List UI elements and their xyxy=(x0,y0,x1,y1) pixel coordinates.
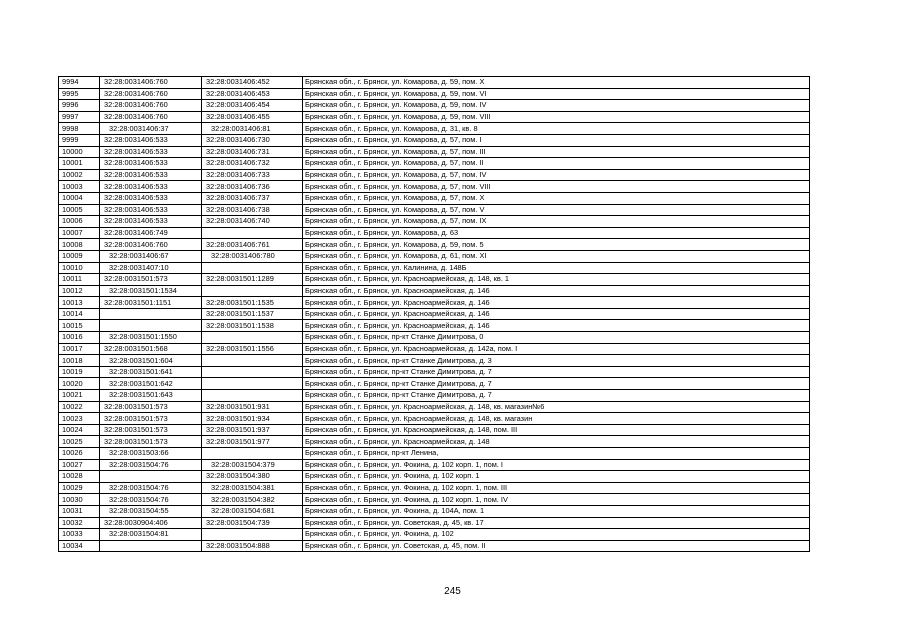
sub-cadastral-number-cell: 32:28:0031504:379 xyxy=(202,459,303,471)
sub-cadastral-number-cell: 32:28:0031501:1535 xyxy=(202,297,303,309)
sub-cadastral-number-cell: 32:28:0031406:452 xyxy=(202,77,303,89)
address-cell: Брянская обл., г. Брянск, пр-кт Станке Димитрова, д. 7 xyxy=(303,366,810,378)
cadastral-number-cell xyxy=(100,320,202,332)
address-cell: Брянская обл., г. Брянск, пр-кт Ленина, xyxy=(303,448,810,460)
address-cell: Брянская обл., г. Брянск, ул. Фокина, д. 102 корп. 1, пом. I xyxy=(303,459,810,471)
cadastral-number-cell: 32:28:0031501:573 xyxy=(100,413,202,425)
sub-cadastral-number-cell: 32:28:0031406:731 xyxy=(202,146,303,158)
cadastral-number-cell: 32:28:0031501:641 xyxy=(100,366,202,378)
sub-cadastral-number-cell: 32:28:0031501:1289 xyxy=(202,274,303,286)
cadastral-number-cell: 32:28:0031503:66 xyxy=(100,448,202,460)
sub-cadastral-number-cell: 32:28:0031406:81 xyxy=(202,123,303,135)
table-row xyxy=(59,378,810,390)
table-row xyxy=(59,134,810,146)
sub-cadastral-number-cell xyxy=(202,285,303,297)
cadastral-number-cell xyxy=(100,308,202,320)
address-cell: Брянская обл., г. Брянск, ул. Комарова, д. 59, пом. 5 xyxy=(303,239,810,251)
row-number-cell: 10026 xyxy=(59,448,100,460)
table-row xyxy=(59,169,810,181)
address-cell: Брянская обл., г. Брянск, ул. Красноармейская, д. 146 xyxy=(303,320,810,332)
cadastral-number-cell: 32:28:0031501:643 xyxy=(100,390,202,402)
page-number: 245 xyxy=(444,586,461,597)
cadastral-number-cell: 32:28:0031406:533 xyxy=(100,169,202,181)
address-cell: Брянская обл., г. Брянск, ул. Комарова, д. 57, пом. VIII xyxy=(303,181,810,193)
row-number-cell: 9995 xyxy=(59,88,100,100)
cadastral-number-cell: 32:28:0031501:573 xyxy=(100,436,202,448)
address-cell: Брянская обл., г. Брянск, ул. Комарова, д. 57, пом. I xyxy=(303,134,810,146)
table-row xyxy=(59,390,810,402)
address-cell: Брянская обл., г. Брянск, ул. Комарова, д. 59, пом. VI xyxy=(303,88,810,100)
cadastral-number-cell: 32:28:0031501:573 xyxy=(100,274,202,286)
table-row xyxy=(59,366,810,378)
cadastral-number-cell: 32:28:0031504:81 xyxy=(100,529,202,541)
row-number-cell: 10012 xyxy=(59,285,100,297)
address-cell: Брянская обл., г. Брянск, ул. Фокина, д. 102 корп. 1, пом. III xyxy=(303,482,810,494)
sub-cadastral-number-cell: 32:28:0031501:1556 xyxy=(202,343,303,355)
table-row xyxy=(59,355,810,367)
cadastral-registry-table xyxy=(58,76,810,552)
sub-cadastral-number-cell: 32:28:0031406:455 xyxy=(202,111,303,123)
address-cell: Брянская обл., г. Брянск, ул. Фокина, д. 104А, пом. 1 xyxy=(303,505,810,517)
address-cell: Брянская обл., г. Брянск, ул. Советская, д. 45, пом. II xyxy=(303,540,810,552)
address-cell: Брянская обл., г. Брянск, пр-кт Станке Димитрова, д. 3 xyxy=(303,355,810,367)
sub-cadastral-number-cell: 32:28:0031504:381 xyxy=(202,482,303,494)
table-row xyxy=(59,146,810,158)
row-number-cell: 10025 xyxy=(59,436,100,448)
row-number-cell: 10015 xyxy=(59,320,100,332)
address-cell: Брянская обл., г. Брянск, ул. Комарова, д. 57, пом. V xyxy=(303,204,810,216)
table-row xyxy=(59,308,810,320)
table-row xyxy=(59,471,810,483)
address-cell: Брянская обл., г. Брянск, ул. Комарова, д. 57, пом. IV xyxy=(303,169,810,181)
cadastral-number-cell: 32:28:0031501:1550 xyxy=(100,332,202,344)
address-cell: Брянская обл., г. Брянск, ул. Комарова, д. 57, пом. II xyxy=(303,158,810,170)
table-row xyxy=(59,239,810,251)
sub-cadastral-number-cell: 32:28:0031406:761 xyxy=(202,239,303,251)
address-cell: Брянская обл., г. Брянск, ул. Красноармейская, д. 146 xyxy=(303,308,810,320)
cadastral-number-cell: 32:28:0031501:1534 xyxy=(100,285,202,297)
cadastral-number-cell: 32:28:0031406:533 xyxy=(100,181,202,193)
cadastral-number-cell: 32:28:0031406:533 xyxy=(100,158,202,170)
sub-cadastral-number-cell: 32:28:0031504:888 xyxy=(202,540,303,552)
sub-cadastral-number-cell: 32:28:0031406:453 xyxy=(202,88,303,100)
row-number-cell: 10009 xyxy=(59,250,100,262)
table-row xyxy=(59,77,810,89)
cadastral-number-cell: 32:28:0031504:76 xyxy=(100,459,202,471)
row-number-cell: 10000 xyxy=(59,146,100,158)
cadastral-number-cell: 32:28:0031406:749 xyxy=(100,227,202,239)
row-number-cell: 10027 xyxy=(59,459,100,471)
row-number-cell: 10024 xyxy=(59,424,100,436)
table-row xyxy=(59,424,810,436)
row-number-cell: 10020 xyxy=(59,378,100,390)
address-cell: Брянская обл., г. Брянск, ул. Калинина, д. 148Б xyxy=(303,262,810,274)
address-cell: Брянская обл., г. Брянск, ул. Комарова, д. 57, пом. III xyxy=(303,146,810,158)
row-number-cell: 9999 xyxy=(59,134,100,146)
address-cell: Брянская обл., г. Брянск, ул. Комарова, д. 57, пом. X xyxy=(303,192,810,204)
cadastral-number-cell: 32:28:0031501:1151 xyxy=(100,297,202,309)
sub-cadastral-number-cell: 32:28:0031504:739 xyxy=(202,517,303,529)
sub-cadastral-number-cell: 32:28:0031406:730 xyxy=(202,134,303,146)
row-number-cell: 10008 xyxy=(59,239,100,251)
cadastral-number-cell xyxy=(100,540,202,552)
sub-cadastral-number-cell: 32:28:0031504:382 xyxy=(202,494,303,506)
row-number-cell: 10022 xyxy=(59,401,100,413)
address-cell: Брянская обл., г. Брянск, ул. Комарова, д. 63 xyxy=(303,227,810,239)
table-body xyxy=(59,77,810,552)
cadastral-number-cell: 32:28:0031504:76 xyxy=(100,482,202,494)
address-cell: Брянская обл., г. Брянск, пр-кт Станке Димитрова, д. 7 xyxy=(303,378,810,390)
row-number-cell: 10001 xyxy=(59,158,100,170)
sub-cadastral-number-cell xyxy=(202,262,303,274)
address-cell: Брянская обл., г. Брянск, ул. Комарова, д. 57, пом. IX xyxy=(303,216,810,228)
address-cell: Брянская обл., г. Брянск, ул. Комарова, д. 61, пом. XI xyxy=(303,250,810,262)
address-cell: Брянская обл., г. Брянск, ул. Фокина, д. 102 xyxy=(303,529,810,541)
sub-cadastral-number-cell: 32:28:0031406:780 xyxy=(202,250,303,262)
cadastral-number-cell: 32:28:0031406:37 xyxy=(100,123,202,135)
row-number-cell: 10014 xyxy=(59,308,100,320)
sub-cadastral-number-cell: 32:28:0031406:737 xyxy=(202,192,303,204)
cadastral-number-cell: 32:28:0031406:67 xyxy=(100,250,202,262)
cadastral-number-cell: 32:28:0031406:760 xyxy=(100,239,202,251)
row-number-cell: 9997 xyxy=(59,111,100,123)
sub-cadastral-number-cell: 32:28:0031501:1538 xyxy=(202,320,303,332)
row-number-cell: 10032 xyxy=(59,517,100,529)
cadastral-number-cell: 32:28:0031406:760 xyxy=(100,111,202,123)
sub-cadastral-number-cell: 32:28:0031504:380 xyxy=(202,471,303,483)
row-number-cell: 10005 xyxy=(59,204,100,216)
table-row xyxy=(59,227,810,239)
cadastral-number-cell: 32:28:0031407:10 xyxy=(100,262,202,274)
sub-cadastral-number-cell xyxy=(202,529,303,541)
cadastral-number-cell: 32:28:0031504:55 xyxy=(100,505,202,517)
row-number-cell: 10016 xyxy=(59,332,100,344)
row-number-cell: 10017 xyxy=(59,343,100,355)
table-row xyxy=(59,436,810,448)
row-number-cell: 9998 xyxy=(59,123,100,135)
address-cell: Брянская обл., г. Брянск, ул. Советская, д. 45, кв. 17 xyxy=(303,517,810,529)
row-number-cell: 10002 xyxy=(59,169,100,181)
row-number-cell: 10028 xyxy=(59,471,100,483)
address-cell: Брянская обл., г. Брянск, ул. Красноармейская, д. 148, кв. 1 xyxy=(303,274,810,286)
row-number-cell: 10030 xyxy=(59,494,100,506)
address-cell: Брянская обл., г. Брянск, ул. Красноармейская, д. 148 xyxy=(303,436,810,448)
row-number-cell: 10018 xyxy=(59,355,100,367)
sub-cadastral-number-cell: 32:28:0031501:931 xyxy=(202,401,303,413)
table-row xyxy=(59,274,810,286)
table-row xyxy=(59,297,810,309)
row-number-cell: 10004 xyxy=(59,192,100,204)
cadastral-number-cell: 32:28:0030904:406 xyxy=(100,517,202,529)
sub-cadastral-number-cell xyxy=(202,227,303,239)
row-number-cell: 10006 xyxy=(59,216,100,228)
address-cell: Брянская обл., г. Брянск, ул. Красноармейская, д. 148, кв. магазин№6 xyxy=(303,401,810,413)
cadastral-number-cell: 32:28:0031406:760 xyxy=(100,100,202,112)
cadastral-number-cell: 32:28:0031406:533 xyxy=(100,134,202,146)
table-row xyxy=(59,204,810,216)
sub-cadastral-number-cell: 32:28:0031406:454 xyxy=(202,100,303,112)
row-number-cell: 10013 xyxy=(59,297,100,309)
row-number-cell: 10031 xyxy=(59,505,100,517)
table-row xyxy=(59,459,810,471)
sub-cadastral-number-cell xyxy=(202,332,303,344)
cadastral-number-cell: 32:28:0031406:760 xyxy=(100,88,202,100)
sub-cadastral-number-cell: 32:28:0031406:740 xyxy=(202,216,303,228)
sub-cadastral-number-cell xyxy=(202,390,303,402)
cadastral-number-cell: 32:28:0031501:573 xyxy=(100,424,202,436)
cadastral-number-cell: 32:28:0031406:533 xyxy=(100,216,202,228)
address-cell: Брянская обл., г. Брянск, ул. Фокина, д. 102 корп. 1, пом. IV xyxy=(303,494,810,506)
table-row xyxy=(59,494,810,506)
row-number-cell: 10019 xyxy=(59,366,100,378)
table-row xyxy=(59,517,810,529)
table-row xyxy=(59,111,810,123)
address-cell: Брянская обл., г. Брянск, пр-кт Станке Димитрова, д. 7 xyxy=(303,390,810,402)
sub-cadastral-number-cell: 32:28:0031501:1537 xyxy=(202,308,303,320)
row-number-cell: 10007 xyxy=(59,227,100,239)
cadastral-number-cell: 32:28:0031406:760 xyxy=(100,77,202,89)
row-number-cell: 10023 xyxy=(59,413,100,425)
sub-cadastral-number-cell: 32:28:0031501:934 xyxy=(202,413,303,425)
sub-cadastral-number-cell: 32:28:0031406:732 xyxy=(202,158,303,170)
cadastral-number-cell: 32:28:0031504:76 xyxy=(100,494,202,506)
address-cell: Брянская обл., г. Брянск, ул. Фокина, д. 102 корп. 1 xyxy=(303,471,810,483)
table-row xyxy=(59,529,810,541)
table-row xyxy=(59,192,810,204)
table-row xyxy=(59,181,810,193)
sub-cadastral-number-cell: 32:28:0031501:937 xyxy=(202,424,303,436)
address-cell: Брянская обл., г. Брянск, ул. Комарова, д. 31, кв. 8 xyxy=(303,123,810,135)
cadastral-number-cell: 32:28:0031501:568 xyxy=(100,343,202,355)
row-number-cell: 10034 xyxy=(59,540,100,552)
sub-cadastral-number-cell xyxy=(202,378,303,390)
table-row xyxy=(59,482,810,494)
sub-cadastral-number-cell: 32:28:0031406:736 xyxy=(202,181,303,193)
address-cell: Брянская обл., г. Брянск, ул. Красноармейская, д. 146 xyxy=(303,285,810,297)
row-number-cell: 10010 xyxy=(59,262,100,274)
address-cell: Брянская обл., г. Брянск, ул. Комарова, д. 59, пом. IV xyxy=(303,100,810,112)
table-row xyxy=(59,448,810,460)
cadastral-number-cell: 32:28:0031501:573 xyxy=(100,401,202,413)
row-number-cell: 9994 xyxy=(59,77,100,89)
table-row xyxy=(59,250,810,262)
row-number-cell: 10029 xyxy=(59,482,100,494)
cadastral-number-cell: 32:28:0031501:642 xyxy=(100,378,202,390)
table-row xyxy=(59,332,810,344)
cadastral-number-cell: 32:28:0031501:604 xyxy=(100,355,202,367)
table-row xyxy=(59,100,810,112)
sub-cadastral-number-cell: 32:28:0031406:733 xyxy=(202,169,303,181)
table-row xyxy=(59,88,810,100)
table-row xyxy=(59,158,810,170)
cadastral-number-cell: 32:28:0031406:533 xyxy=(100,204,202,216)
cadastral-number-cell: 32:28:0031406:533 xyxy=(100,192,202,204)
table-row xyxy=(59,413,810,425)
table-row xyxy=(59,540,810,552)
sub-cadastral-number-cell: 32:28:0031406:738 xyxy=(202,204,303,216)
address-cell: Брянская обл., г. Брянск, ул. Комарова, д. 59, пом. VIII xyxy=(303,111,810,123)
address-cell: Брянская обл., г. Брянск, ул. Красноармейская, д. 148, кв. магазин xyxy=(303,413,810,425)
sub-cadastral-number-cell xyxy=(202,448,303,460)
address-cell: Брянская обл., г. Брянск, ул. Красноармейская, д. 142а, пом. I xyxy=(303,343,810,355)
table-row xyxy=(59,343,810,355)
sub-cadastral-number-cell: 32:28:0031501:977 xyxy=(202,436,303,448)
address-cell: Брянская обл., г. Брянск, ул. Красноармейская, д. 148, пом. III xyxy=(303,424,810,436)
sub-cadastral-number-cell xyxy=(202,366,303,378)
table-row xyxy=(59,216,810,228)
sub-cadastral-number-cell: 32:28:0031504:681 xyxy=(202,505,303,517)
row-number-cell: 10003 xyxy=(59,181,100,193)
cadastral-number-cell: 32:28:0031406:533 xyxy=(100,146,202,158)
sub-cadastral-number-cell xyxy=(202,355,303,367)
address-cell: Брянская обл., г. Брянск, ул. Комарова, д. 59, пом. X xyxy=(303,77,810,89)
row-number-cell: 10021 xyxy=(59,390,100,402)
table-row xyxy=(59,320,810,332)
table-row xyxy=(59,505,810,517)
row-number-cell: 10033 xyxy=(59,529,100,541)
table-row xyxy=(59,285,810,297)
cadastral-number-cell xyxy=(100,471,202,483)
row-number-cell: 9996 xyxy=(59,100,100,112)
table-row xyxy=(59,262,810,274)
table-row xyxy=(59,401,810,413)
row-number-cell: 10011 xyxy=(59,274,100,286)
address-cell: Брянская обл., г. Брянск, пр-кт Станке Димитрова, 0 xyxy=(303,332,810,344)
table-row xyxy=(59,123,810,135)
address-cell: Брянская обл., г. Брянск, ул. Красноармейская, д. 146 xyxy=(303,297,810,309)
